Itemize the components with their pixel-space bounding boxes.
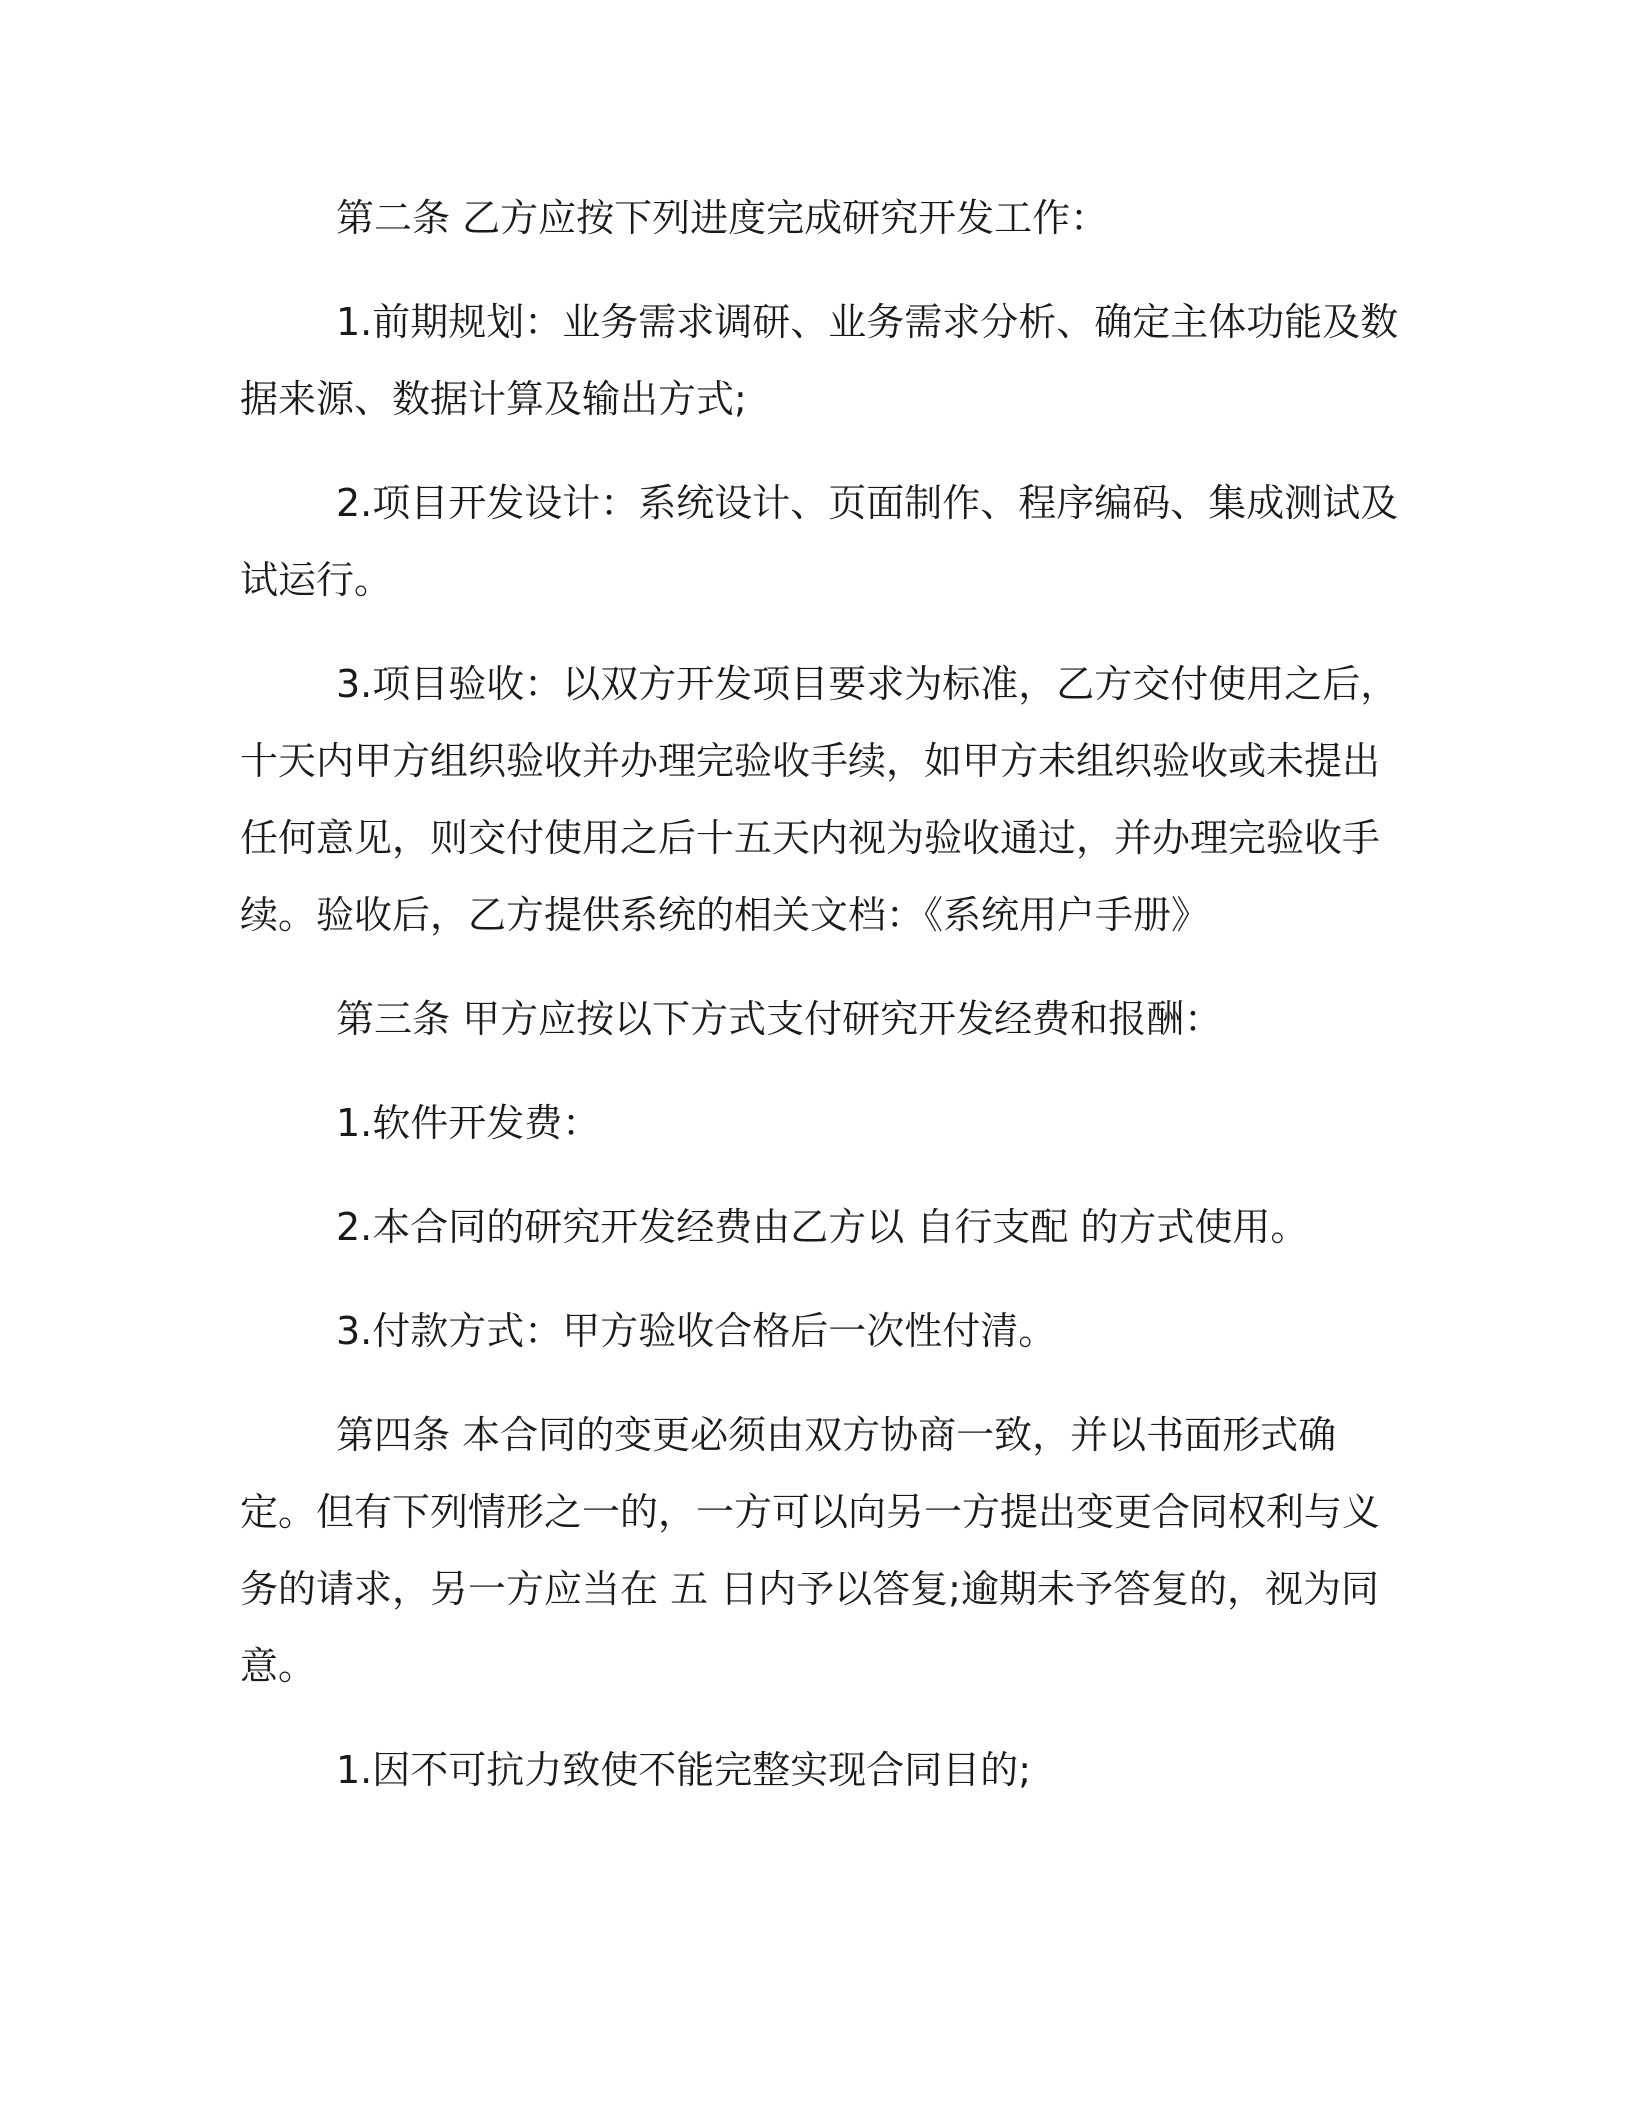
article-3-item-1: 1.软件开发费： [336,1101,601,1145]
article-4-item-1: 1.因不可抗力致使不能完整实现合同目的; [336,1748,1032,1792]
article-2-item-2: 2.项目开发设计：系统设计、页面制作、程序编码、集成测试及试运行。 [240,481,1399,602]
article-2-item-1: 1.前期规划：业务需求调研、业务需求分析、确定主体功能及数据来源、数据计算及输出方式; [240,300,1399,421]
article-4-heading: 第四条 本合同的变更必须由双方协商一致，并以书面形式确定。但有下列情形之一的，一方可以向另一方提出变更合同权利与义务的请求，另一方应当在 五 日内予以答复;逾期未予答复的，视为同意。 [240,1413,1381,1688]
article-3-heading: 第三条 甲方应按以下方式支付研究开发经费和报酬： [336,997,1223,1041]
article-2-heading: 第二条 乙方应按下列进度完成研究开发工作： [336,196,1109,240]
contract-body [240,180,1400,1836]
article-3-item-3: 3.付款方式：甲方验收合格后一次性付清。 [336,1309,1057,1353]
article-2-item-3: 3.项目验收：以双方开发项目要求为标准，乙方交付使用之后，十天内甲方组织验收并办理完验收手续，如甲方未组织验收或未提出任何意见，则交付使用之后十五天内视为验收通过，并办理完验收手续。验收后，乙方提供系统的相关文档：《系统用户手册》 [240,662,1399,937]
article-3-item-2: 2.本合同的研究开发经费由乙方以 自行支配 的方式使用。 [336,1205,1309,1249]
